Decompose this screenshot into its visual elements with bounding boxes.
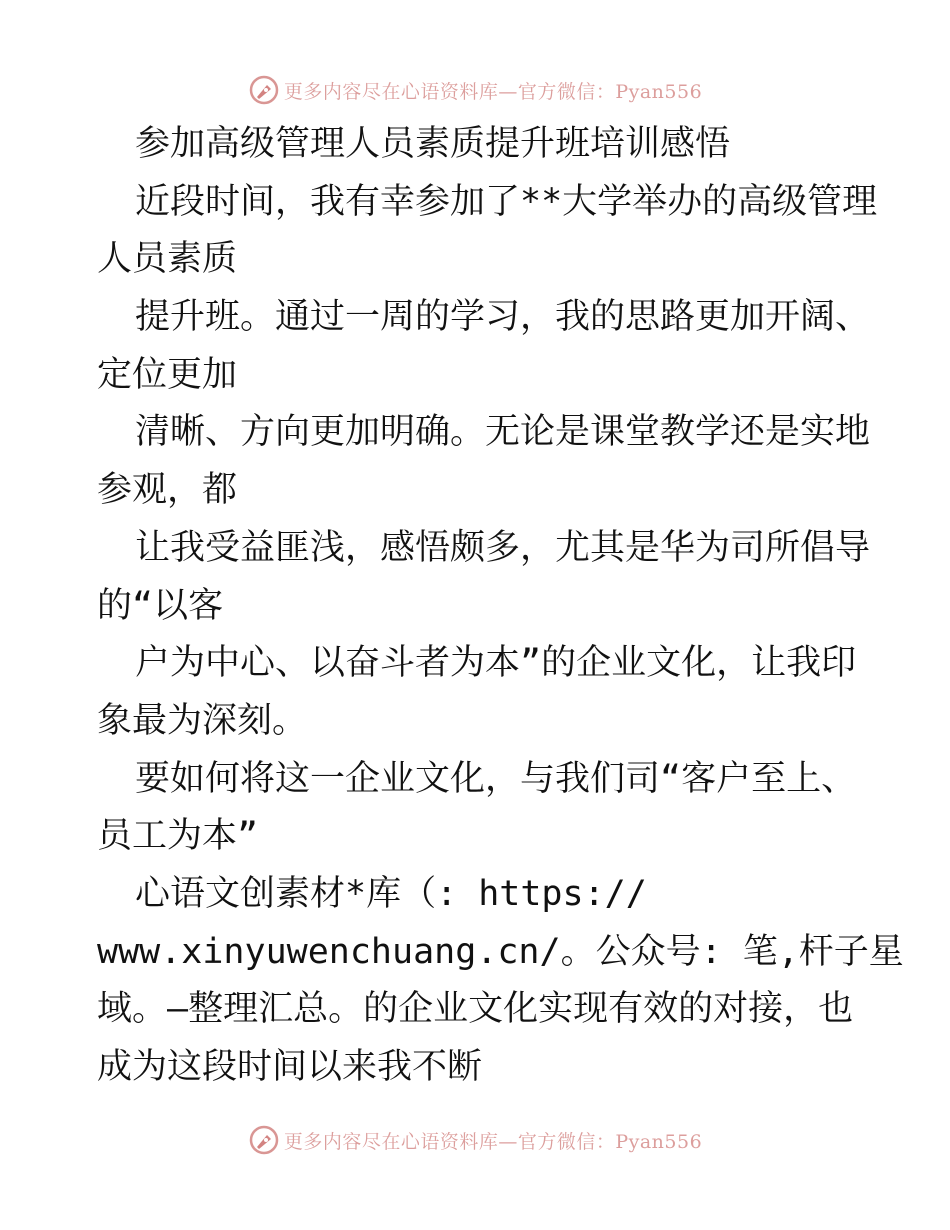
text-line: 成为这段时间以来我不断 <box>97 1047 483 1087</box>
text-line: 定位更加 <box>97 354 238 395</box>
text-line: 的“以客 <box>97 585 224 626</box>
text-line: 让我受益匪浅，感悟颇多，尤其是华为司所倡导 <box>135 527 871 568</box>
text-line: 参观，都 <box>97 470 238 511</box>
pen-nib-logo-icon <box>248 1124 280 1156</box>
watermark-banner-top <box>0 72 950 108</box>
text-line: 户为中心、以奋斗者为本”的企业文化，让我印 <box>135 643 857 684</box>
watermark-text: 更多内容尽在心语资料库—官方微信：Pyan556 <box>283 1130 703 1153</box>
text-line: www.xinyuwenchuang.cn/。公众号: 笔,杆子星 <box>97 931 904 972</box>
text-line: 员工为本” <box>97 816 259 857</box>
text-line: 提升班。通过一周的学习，我的思路更加开阔、 <box>135 297 871 338</box>
text-line: 人员素质 <box>97 239 238 280</box>
pen-nib-logo-icon <box>248 74 280 106</box>
text-line: 要如何将这一企业文化，与我们司“客户至上、 <box>135 758 857 799</box>
text-line: 近段时间，我有幸参加了**大学举办的高级管理 <box>135 181 878 222</box>
text-line: 清晰、方向更加明确。无论是课堂教学还是实地 <box>135 412 871 453</box>
text-line: 参加高级管理人员素质提升班培训感悟 <box>135 124 731 164</box>
text-line: 心语文创素材*库（: https:// <box>135 873 647 914</box>
document-body <box>97 116 904 1097</box>
watermark-banner-bottom <box>0 1122 950 1158</box>
text-line: 象最为深刻。 <box>97 700 308 741</box>
text-line: 域。—整理汇总。的企业文化实现有效的对接，也 <box>97 989 854 1030</box>
watermark-text: 更多内容尽在心语资料库—官方微信：Pyan556 <box>283 80 703 103</box>
